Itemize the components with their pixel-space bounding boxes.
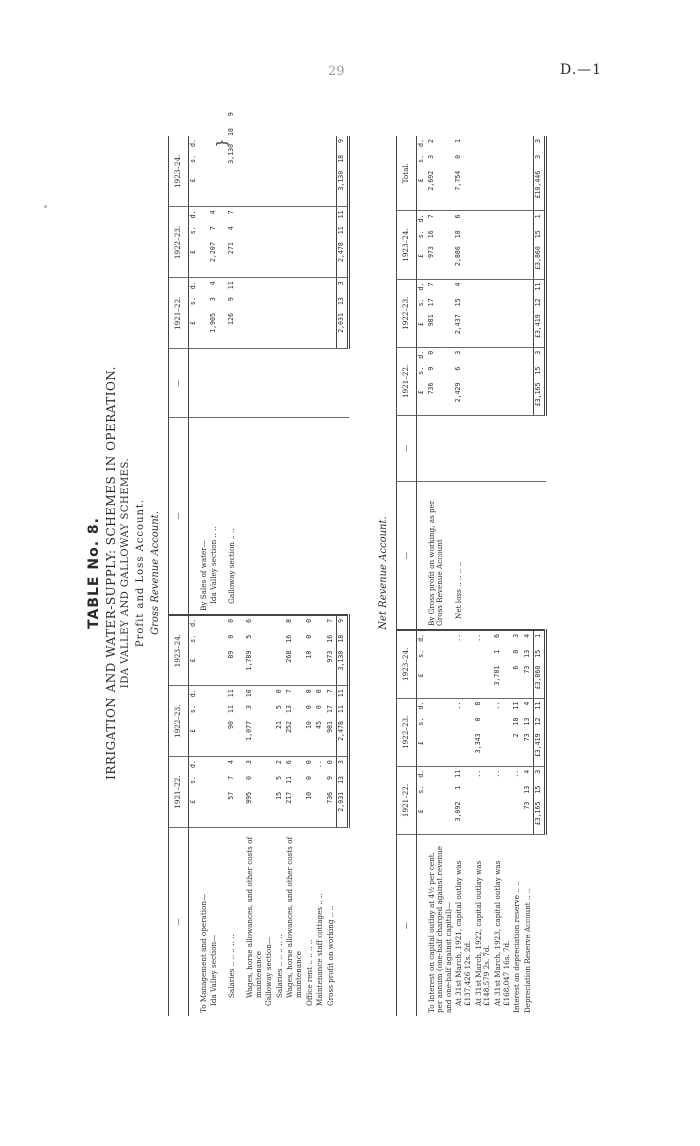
total-value: 2,031 13 3 — [337, 278, 349, 349]
cell-value: 981 17 7 — [427, 279, 455, 347]
cell-value: 736 9 0 — [326, 757, 337, 828]
account-heading: Profit and Loss Account. — [135, 498, 146, 648]
lsd-label: £ s. d. — [188, 757, 198, 828]
table-row — [315, 136, 326, 1016]
cell-value: 2 18 11 — [512, 698, 523, 766]
row-label: To Interest on capital outlay at 4½ per cent. per annum (one-half charged against revenue and one-half against capital)— — [426, 845, 453, 1013]
col-header: — — [169, 827, 189, 1016]
cell-value: 2,437 15 4 — [454, 279, 473, 347]
row-label: Wages, horse allowances, and other costs of maintenance — [244, 836, 263, 998]
cell-value: 252 13 7 — [285, 686, 304, 757]
cell-value: .. — [493, 766, 512, 834]
total-value: 3,130 18 9 — [337, 136, 349, 207]
totals-row — [534, 136, 546, 1016]
table-subtitle: IDA VALLEY AND GALLOWAY SCHEMES. — [120, 457, 131, 689]
cell-value: 268 16 8 — [285, 615, 304, 686]
cell-value: 21 5 0 — [275, 686, 286, 757]
page-reference: D.—1 — [560, 62, 603, 78]
col-header: 1922–23. — [397, 698, 417, 766]
cell-value: 45 0 0 — [315, 686, 326, 757]
cell-value: 2,692 3 2 — [427, 136, 455, 211]
row-label: To Management and operation— — [198, 893, 208, 1013]
row-label: Depreciation Reserve Account .. .. — [522, 888, 532, 1013]
cell-value: } 3,130 18 9 — [209, 136, 245, 207]
lsd-label: £ s. d. — [188, 136, 198, 207]
col-header: 1921–22. — [169, 278, 189, 349]
cell-value: 73 13 4 — [523, 766, 534, 834]
cell-value: .. — [315, 757, 326, 828]
cell-value: 10 0 0 — [305, 686, 316, 757]
col-header: 1922–23. — [169, 207, 189, 278]
total-value: £3,419 12 11 — [534, 698, 546, 766]
row-label: Ida Valley section— — [209, 934, 219, 1006]
total-value: 2,478 11 11 — [337, 686, 349, 757]
total-value: £3,860 15 1 — [534, 630, 546, 698]
table-row — [454, 136, 473, 1016]
table-title: IRRIGATION AND WATER-SUPPLY: SCHEMES IN OPERATION. — [104, 366, 118, 780]
row-label: Wages, horse allowances, and other costs of maintenance — [285, 836, 304, 998]
cell-value: 3,343 0 8 — [474, 698, 493, 766]
row-label: Galloway section .. .. — [227, 417, 245, 615]
col-header: 1922–23. — [397, 279, 417, 347]
table-number: TABLE No. 8. — [86, 517, 102, 629]
row-label: By Sales of water— — [199, 417, 210, 615]
total-value: £10,446 3 3 — [534, 136, 546, 211]
cell-value: 7,754 0 1 — [454, 136, 473, 211]
col-header: — — [397, 481, 417, 630]
table-row — [264, 136, 275, 1016]
table-row — [326, 136, 337, 1016]
row-label: Salaries .. .. .. .. .. — [274, 934, 284, 998]
cell-value: 6 0 3 — [512, 630, 523, 698]
lsd-label: £ s. d. — [416, 698, 426, 766]
lsd-label: £ s. d. — [416, 279, 426, 347]
cell-value: 73 13 4 — [523, 698, 534, 766]
table-row — [474, 136, 493, 1016]
cell-value: .. — [493, 698, 512, 766]
row-label: Ida Valley section .. .. — [209, 417, 227, 615]
cell-value: 3,092 1 11 — [454, 766, 473, 834]
table-row — [275, 136, 286, 1016]
cell-value: 973 16 7 — [427, 211, 455, 279]
row-label: Office rent .. .. .. .. — [304, 939, 314, 1006]
totals-row — [337, 136, 349, 1016]
cell-value: 15 5 2 — [275, 757, 286, 828]
table-row — [227, 136, 245, 1016]
row-label: Salaries .. .. .. .. .. — [227, 934, 237, 998]
cell-value — [275, 615, 286, 686]
col-header: 1923–24. — [397, 211, 417, 279]
net-revenue-table — [396, 136, 547, 1016]
col-header: 1922–23. — [169, 686, 189, 757]
gross-account-title: Gross Revenue Account. — [150, 511, 161, 635]
cell-value: 73 13 4 — [523, 630, 534, 698]
table-row — [285, 136, 304, 1016]
cell-value: 1,077 3 10 — [245, 686, 264, 757]
total-value: 3,130 18 9 — [337, 615, 349, 686]
table-row — [199, 136, 210, 1016]
row-label: At 31st March, 1923, capital outlay was £168,047 16s. 7d. — [493, 860, 511, 1006]
cell-value: 2,429 6 3 — [454, 347, 473, 415]
lsd-label: £ s. d. — [416, 136, 426, 211]
row-label: Maintenance staff cottages .. .. — [315, 893, 325, 1006]
cell-value: 981 17 7 — [326, 686, 337, 757]
net-header-row — [397, 136, 417, 1016]
gross-header-row — [169, 136, 189, 1016]
page-number: 29 — [328, 64, 345, 79]
lsd-label: £ s. d. — [416, 211, 426, 279]
cell-value: .. — [454, 698, 473, 766]
col-header: — — [169, 417, 189, 615]
lsd-row — [188, 136, 198, 1016]
net-account-title: Net Revenue Account. — [378, 516, 389, 630]
cell-value: 2,207 7 4 — [209, 207, 227, 278]
cell-value: .. — [454, 630, 473, 698]
cell-value: .. — [474, 766, 493, 834]
col-header: 1923–24. — [169, 136, 189, 207]
row-label: Galloway section— — [264, 936, 274, 1006]
table-row — [493, 136, 512, 1016]
lsd-label: £ s. d. — [188, 615, 198, 686]
table-row — [305, 136, 316, 1016]
cell-value: 126 9 11 — [227, 278, 245, 349]
col-header: 1921–22. — [397, 347, 417, 415]
row-label: Net loss .. .. .. .. — [454, 481, 473, 630]
cell-value: .. — [474, 630, 493, 698]
total-value: 2,478 11 11 — [337, 207, 349, 278]
lsd-label: £ s. d. — [416, 347, 426, 415]
col-header: 1921–22. — [169, 757, 189, 828]
row-label: At 31st March, 1921, capital outlay was £137,426 12s. 2d. — [454, 860, 473, 1006]
table-row — [427, 136, 455, 1016]
lsd-label: £ s. d. — [188, 207, 198, 278]
cell-value: .. — [512, 766, 523, 834]
cell-value: 271 4 7 — [227, 207, 245, 278]
lsd-label: £ s. d. — [188, 686, 198, 757]
row-label: At 31st March, 1922, capital outlay was £148,579 2s. 7d. — [473, 860, 492, 1006]
col-header: 1923–24. — [397, 630, 417, 698]
cell-value: 1,905 3 4 — [209, 278, 227, 349]
total-value: £3,419 12 11 — [534, 279, 546, 347]
col-header: — — [169, 349, 189, 418]
gross-revenue-table — [168, 112, 350, 1016]
row-label: Gross profit on working .. .. — [326, 905, 336, 1006]
lsd-label: £ s. d. — [416, 766, 426, 834]
cell-value: 90 11 11 — [227, 686, 245, 757]
table-row — [245, 136, 264, 1016]
cell-value: 10 0 0 — [305, 757, 316, 828]
col-header: — — [397, 415, 417, 481]
cell-value: 973 16 7 — [326, 615, 337, 686]
col-header: 1923–24. — [169, 615, 189, 686]
lsd-label: £ s. d. — [416, 630, 426, 698]
row-label: By Gross profit on working, as per Gross Revenue Account — [427, 481, 455, 630]
cell-value: 217 11 6 — [285, 757, 304, 828]
lsd-row — [416, 136, 426, 1016]
col-header: 1921–22. — [397, 766, 417, 834]
total-value: £3,165 15 3 — [534, 766, 546, 834]
cell-value: 89 0 0 — [227, 615, 245, 686]
table-row — [523, 136, 534, 1016]
cell-value: 736 9 0 — [427, 347, 455, 415]
total-value: £3,860 15 1 — [534, 211, 546, 279]
cell-value: 3,781 1 6 — [493, 630, 512, 698]
cell-value: 57 7 4 — [227, 757, 245, 828]
row-label: Interest on depreciation reserve .. .. — [512, 881, 522, 1013]
col-header: Total. — [397, 136, 417, 211]
cell-value: 1,789 5 6 — [245, 615, 264, 686]
cell-value — [315, 615, 326, 686]
table-row — [209, 136, 227, 1016]
cell-value: 10 0 0 — [305, 615, 316, 686]
total-value: £3,165 15 3 — [534, 347, 546, 415]
table-row — [512, 136, 523, 1016]
cell-value: 2,886 18 6 — [454, 211, 473, 279]
total-value: 2,031 13 3 — [337, 757, 349, 828]
lsd-label: £ s. d. — [188, 278, 198, 349]
col-header: — — [397, 835, 417, 1017]
cell-value: 995 0 3 — [245, 757, 264, 828]
brace-icon: } — [215, 139, 231, 147]
